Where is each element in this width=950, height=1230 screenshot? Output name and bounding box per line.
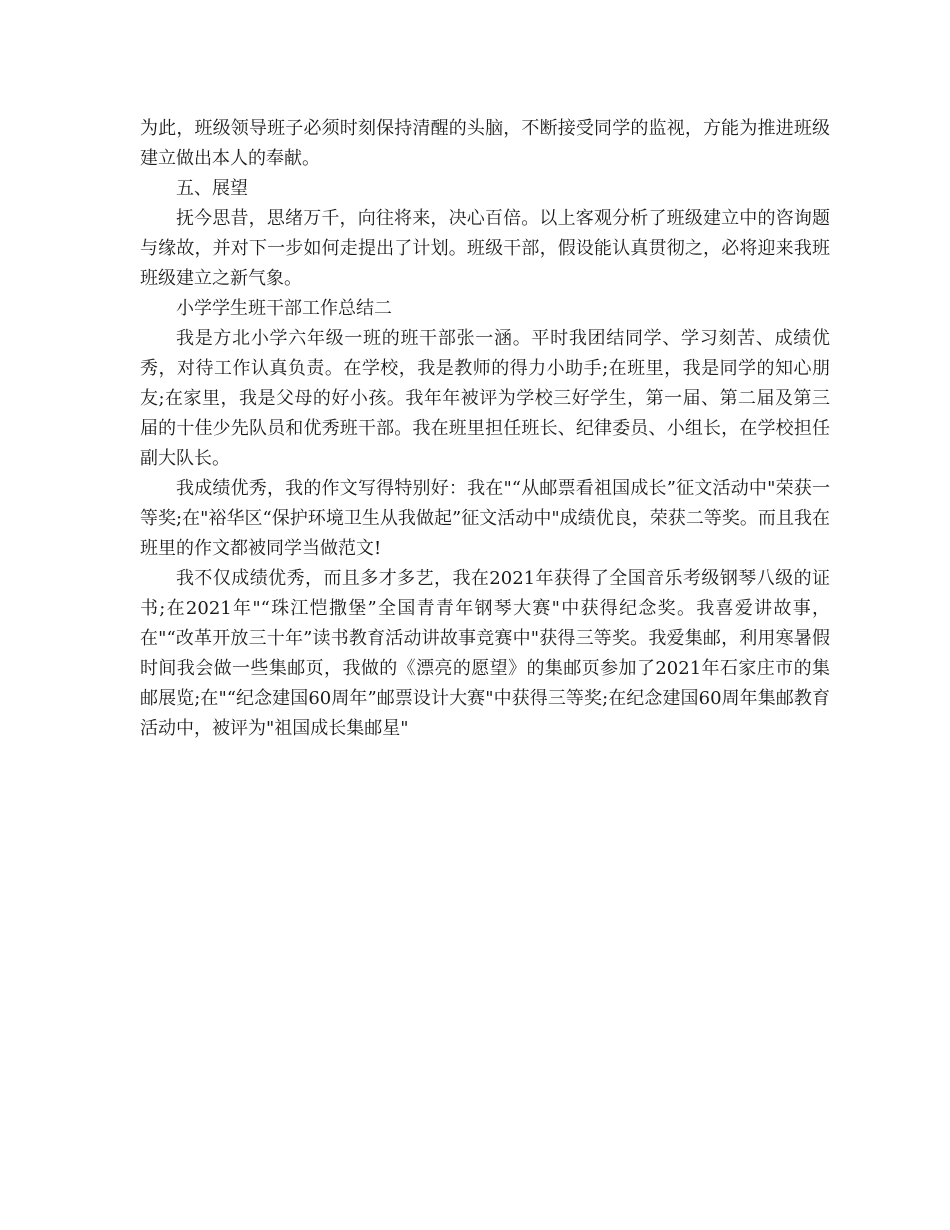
paragraph-talents: 我不仅成绩优秀，而且多才多艺，我在2021年获得了全国音乐考级钢琴八级的证书;在2021年"“珠江恺撒堡”全国青青年钢琴大赛"中获得纪念奖。我喜爱讲故事，在"“改革开放三十年”读书教育活动讲故事竞赛中"获得三等奖。我爱集邮，利用寒暑假时间我会做一些集邮页，我做的《漂亮的愿望》的集邮页参加了2021年石家庄市的集邮展览;在"“纪念建国60周年”邮票设计大赛"中获得三等奖;在纪念建国60周年集邮教育活动中，被评为"祖国成长集邮星" xyxy=(140,568,830,739)
section-heading-summary-two: 小学学生班干部工作总结二 xyxy=(176,298,392,319)
section-heading-outlook: 五、展望 xyxy=(176,178,248,199)
paragraph-continuation: 为此，班级领导班子必须时刻保持清醒的头脑，不断接受同学的监视，方能为推进班级建立做出本人的奉献。 xyxy=(140,118,830,169)
paragraph-writing-awards: 我成绩优秀，我的作文写得特别好：我在"“从邮票看祖国成长”征文活动中"荣获一等奖;在"裕华区“保护环境卫生从我做起”征文活动中"成绩优良，荣获二等奖。而且我在班里的作文都被同学当做范文! xyxy=(140,478,830,559)
paragraph-self-introduction: 我是方北小学六年级一班的班干部张一涵。平时我团结同学、学习刻苦、成绩优秀，对待工作认真负责。在学校，我是教师的得力小助手;在班里，我是同学的知心朋友;在家里，我是父母的好小孩。我年年被评为学校三好学生，第一届、第二届及第三届的十佳少先队员和优秀班干部。我在班里担任班长、纪律委员、小组长，在学校担任副大队长。 xyxy=(140,328,830,469)
document-body xyxy=(140,114,830,744)
paragraph-outlook: 抚今思昔，思绪万千，向往将来，决心百倍。以上客观分析了班级建立中的咨询题与缘故，并对下一步如何走提出了计划。班级干部，假设能认真贯彻之，必将迎来我班班级建立之新气象。 xyxy=(140,208,830,289)
